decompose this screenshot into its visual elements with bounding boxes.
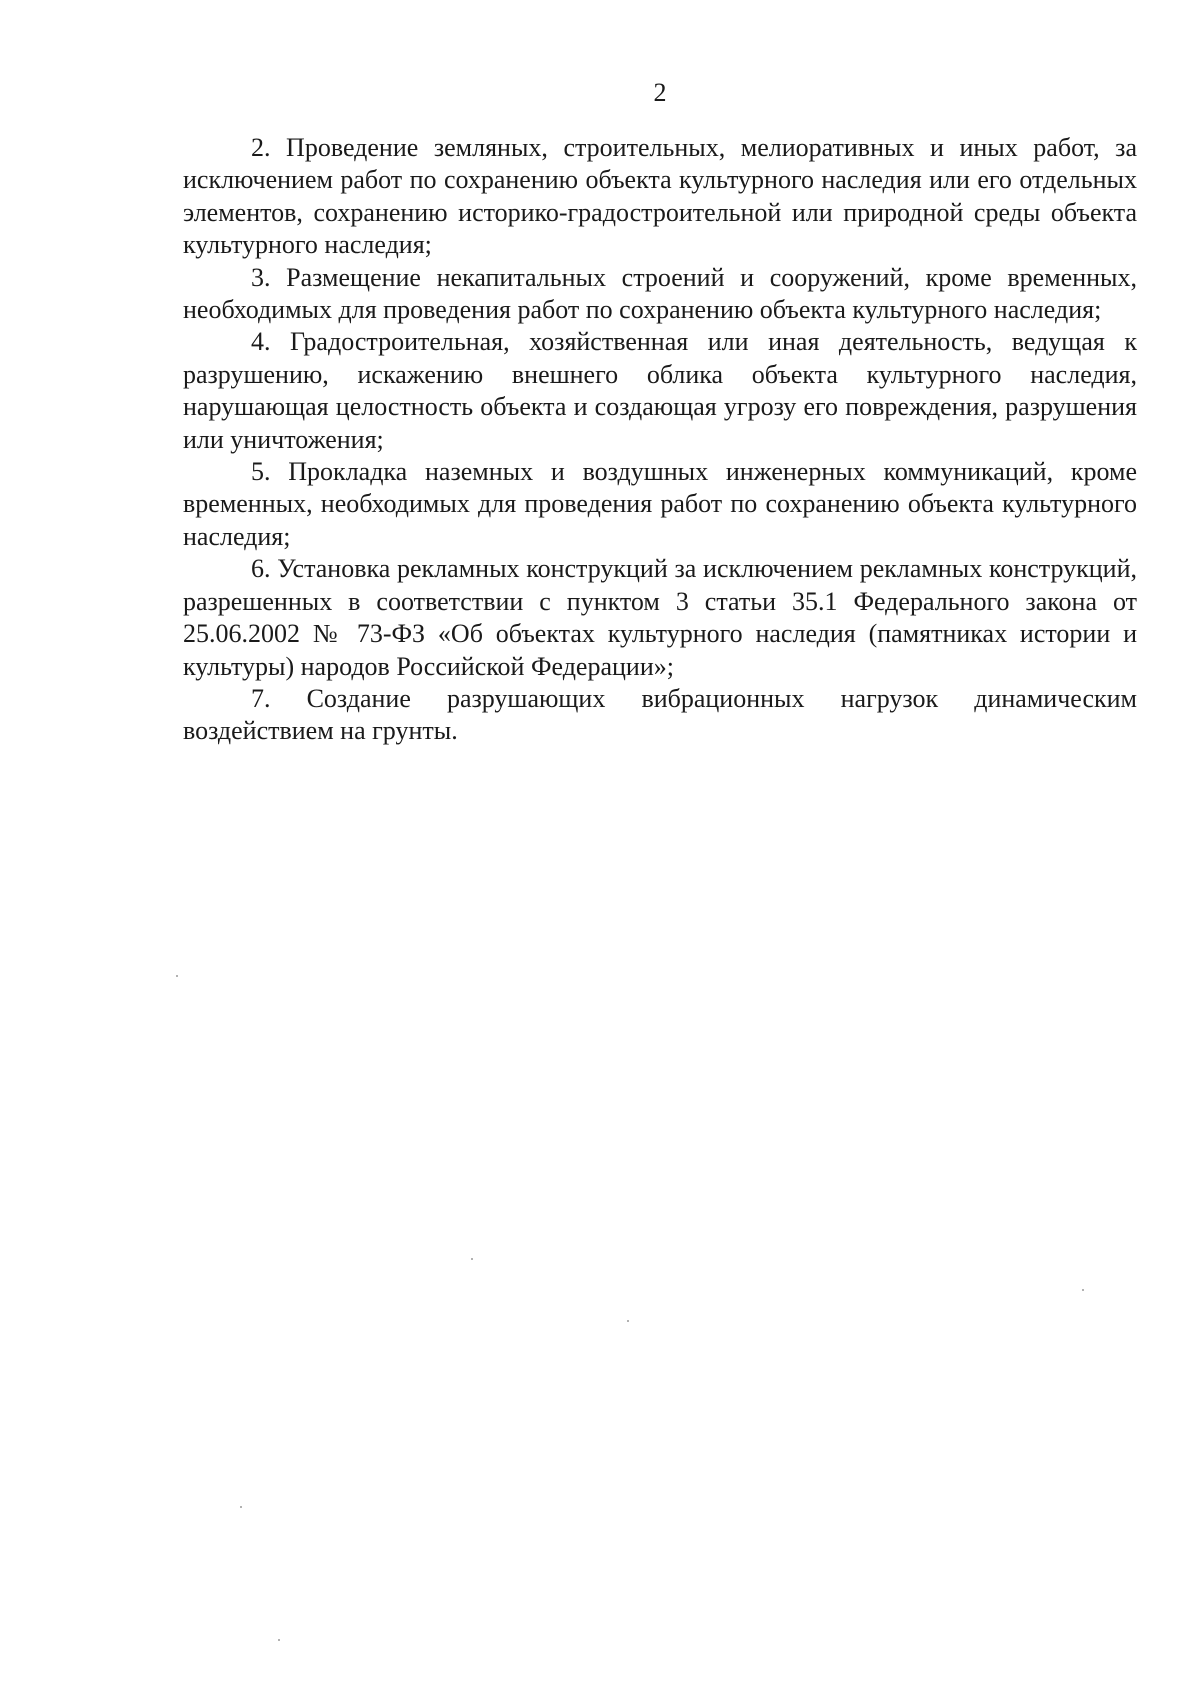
document-body [183, 132, 1137, 748]
scan-speck [240, 1506, 242, 1508]
page-number: 2 [653, 78, 667, 107]
paragraph-item-2: 2. Проведение земляных, строительных, мелиоративных и иных работ, за исключением работ по сохранению объекта культурного наследия или его отдельных элементов, сохранению историко-градостроительной или природной среды объекта культурного наследия; [183, 133, 1137, 260]
scan-speck [627, 1320, 629, 1322]
paragraph-item-6: 6. Установка рекламных конструкций за исключением рекламных конструкций, разрешенных в соответствии с пунктом 3 статьи 35.1 Федерального закона от 25.06.2002 № 73-ФЗ «Об объектах культурного наследия (памятниках истории и культуры) народов Российской Федерации»; [183, 554, 1137, 681]
paragraph-item-5: 5. Прокладка наземных и воздушных инженерных коммуникаций, кроме временных, необходимых для проведения работ по сохранению объекта культурного наследия; [183, 457, 1137, 551]
paragraph-item-3: 3. Размещение некапитальных строений и сооружений, кроме временных, необходимых для проведения работ по сохранению объекта культурного наследия; [183, 262, 1137, 325]
scan-speck [471, 1258, 473, 1260]
scan-speck [278, 1639, 280, 1641]
paragraph-item-4: 4. Градостроительная, хозяйственная или иная деятельность, ведущая к разрушению, искажению внешнего облика объекта культурного наследия, нарушающая целостность объекта и создающая угрозу его повреждения, разрушения или уничтожения; [183, 327, 1137, 454]
paragraph-item-7: 7. Создание разрушающих вибрационных нагрузок динамическим воздействием на грунты. [183, 683, 1137, 746]
scan-speck [176, 975, 178, 977]
scan-speck [1082, 1289, 1084, 1291]
